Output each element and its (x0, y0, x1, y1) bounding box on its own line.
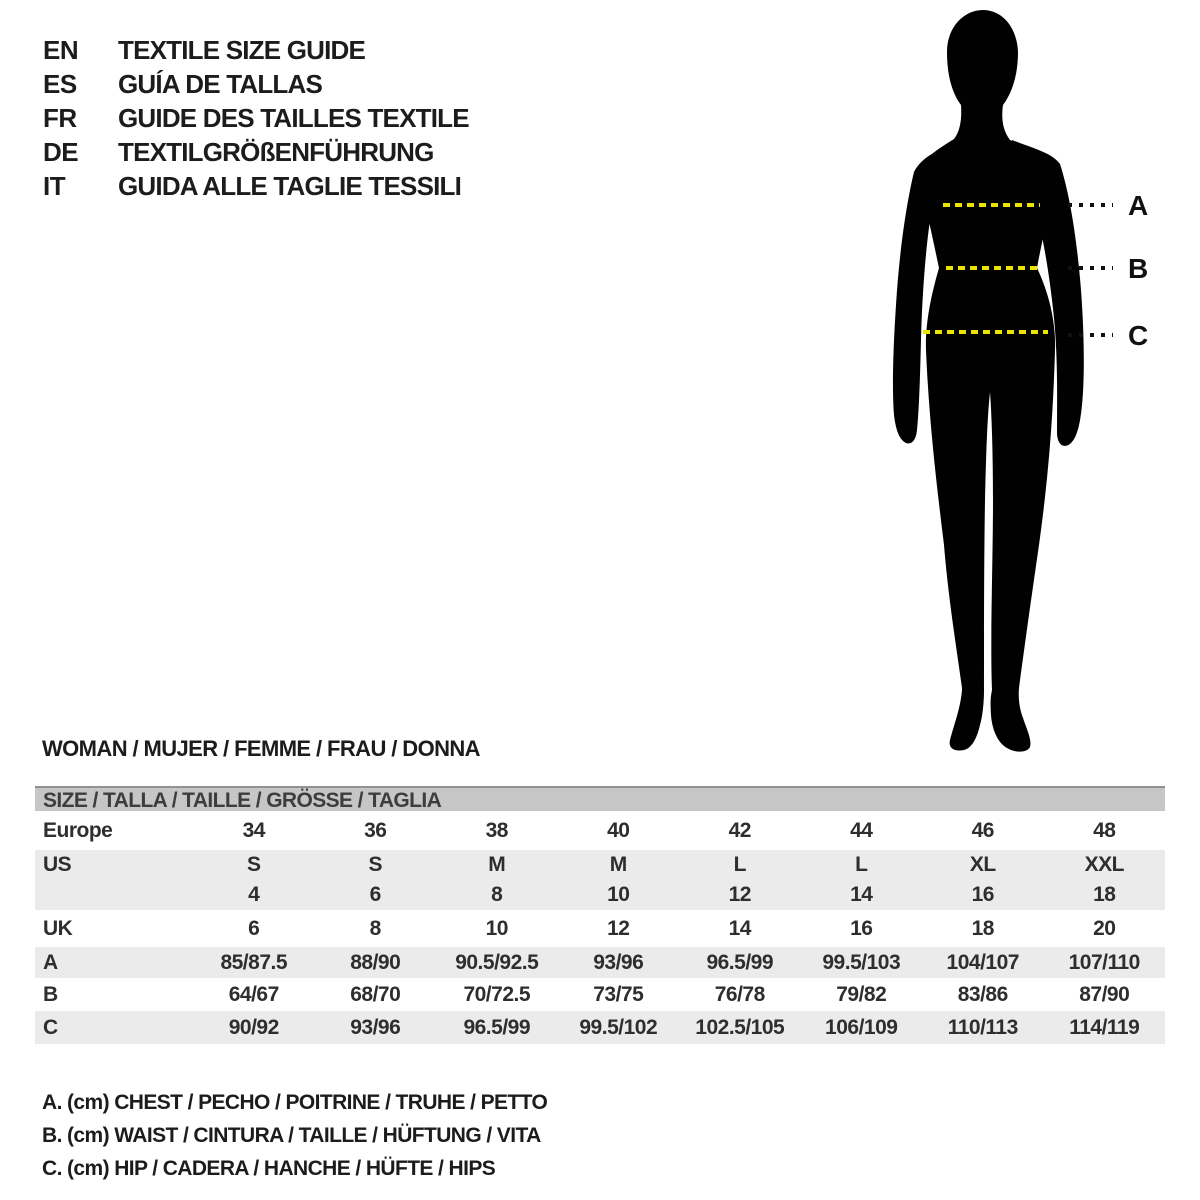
row-label: US (43, 853, 72, 876)
cell: 36 (364, 818, 387, 842)
hip-marker-label: C (1128, 320, 1149, 351)
cell: 12 (728, 883, 751, 906)
cell: 34 (242, 818, 265, 842)
table-row-us-numeric (35, 880, 1165, 910)
cell: 93/96 (593, 950, 644, 974)
table-row-uk (35, 910, 1165, 947)
lang-code-de: DE (43, 136, 79, 167)
lang-row-it (43, 169, 469, 203)
cell: 48 (1093, 818, 1116, 842)
cell: 4 (248, 883, 260, 906)
cell: 102.5/105 (695, 1015, 785, 1039)
size-figure (880, 0, 1200, 760)
cell: 114/119 (1069, 1015, 1140, 1039)
waist-marker-label: B (1128, 253, 1149, 284)
cell: M (488, 853, 506, 876)
cell: 18 (1093, 883, 1116, 906)
cell: 99.5/102 (579, 1015, 658, 1039)
table-row-us (35, 850, 1165, 880)
lang-row-es (43, 67, 469, 101)
cell: 107/110 (1068, 950, 1140, 974)
cell: 42 (728, 818, 751, 842)
cell: 76/78 (714, 982, 765, 1006)
table-header: SIZE / TALLA / TAILLE / GRÖSSE / TAGLIA (35, 786, 1165, 811)
lang-title-de: TEXTILGRÖßENFÜHRUNG (118, 136, 434, 167)
lang-code-fr: FR (43, 102, 77, 133)
lang-row-de (43, 135, 469, 169)
row-label: Europe (43, 818, 113, 842)
cell: 90/92 (228, 1015, 279, 1039)
cell: XXL (1084, 853, 1124, 876)
measure-legend (42, 1086, 547, 1185)
cell: 16 (971, 883, 994, 906)
cell: 104/107 (946, 950, 1019, 974)
lang-row-en (43, 33, 469, 67)
lang-title-en: TEXTILE SIZE GUIDE (118, 34, 366, 65)
row-label: UK (43, 916, 73, 940)
woman-silhouette (916, 10, 1057, 752)
cell: 85/87.5 (220, 950, 288, 974)
lang-code-it: IT (43, 170, 66, 201)
legend-chest: A. (cm) CHEST / PECHO / POITRINE / TRUHE / PETTO (42, 1091, 548, 1114)
woman-silhouette-svg (880, 0, 1200, 760)
cell: 44 (850, 818, 873, 842)
lang-title-fr: GUIDE DES TAILLES TEXTILE (118, 102, 469, 133)
cell: 79/82 (836, 982, 887, 1006)
lang-code-es: ES (43, 68, 77, 99)
cell: M (609, 853, 627, 876)
cell: 106/109 (825, 1015, 898, 1039)
cell: 40 (607, 818, 630, 842)
cell: 6 (369, 883, 381, 906)
cell: 90.5/92.5 (455, 950, 539, 974)
cell: 96.5/99 (463, 1015, 531, 1039)
cell: 87/90 (1079, 982, 1130, 1006)
cell: 6 (248, 916, 260, 940)
cell: 46 (971, 818, 994, 842)
cell: 8 (491, 883, 503, 906)
cell: 14 (850, 883, 873, 906)
row-label: B (43, 982, 58, 1006)
table-row-waist (35, 978, 1165, 1011)
table-row-europe (35, 811, 1165, 850)
language-title-list (43, 33, 469, 203)
cell: 99.5/103 (822, 950, 901, 974)
cell: 96.5/99 (706, 950, 774, 974)
cell: 83/86 (957, 982, 1008, 1006)
cell: 38 (485, 818, 508, 842)
cell: 16 (850, 916, 873, 940)
cell: S (246, 853, 261, 876)
cell: 64/67 (228, 982, 279, 1006)
legend-hip: C. (cm) HIP / CADERA / HANCHE / HÜFTE / HIPS (42, 1157, 496, 1180)
cell: L (855, 853, 868, 876)
cell: 12 (607, 916, 630, 940)
cell: 73/75 (593, 982, 644, 1006)
table-row-chest (35, 947, 1165, 978)
cell: 110/113 (947, 1015, 1018, 1039)
row-label: A (43, 950, 58, 974)
cell: 18 (971, 916, 994, 940)
cell: 70/72.5 (463, 982, 531, 1006)
lang-title-es: GUÍA DE TALLAS (118, 68, 323, 99)
cell: 10 (485, 916, 508, 940)
lang-code-en: EN (43, 34, 79, 65)
lang-title-it: GUIDA ALLE TAGLIE TESSILI (118, 170, 462, 201)
cell: 10 (607, 883, 630, 906)
chest-marker-label: A (1128, 190, 1149, 221)
size-table (35, 786, 1165, 1044)
cell: S (368, 853, 382, 876)
cell: 88/90 (350, 950, 401, 974)
legend-waist: B. (cm) WAIST / CINTURA / TAILLE / HÜFTUNG / VITA (42, 1124, 541, 1147)
cell: 20 (1093, 916, 1116, 940)
cell: 14 (728, 916, 751, 940)
cell: 8 (369, 916, 381, 940)
row-label: C (43, 1015, 58, 1039)
table-row-hip (35, 1011, 1165, 1044)
cell: 68/70 (350, 982, 401, 1006)
cell: XL (969, 853, 996, 876)
cell: 93/96 (350, 1015, 401, 1039)
lang-row-fr (43, 101, 469, 135)
cell: L (733, 853, 746, 876)
section-title: WOMAN / MUJER / FEMME / FRAU / DONNA (42, 736, 480, 761)
